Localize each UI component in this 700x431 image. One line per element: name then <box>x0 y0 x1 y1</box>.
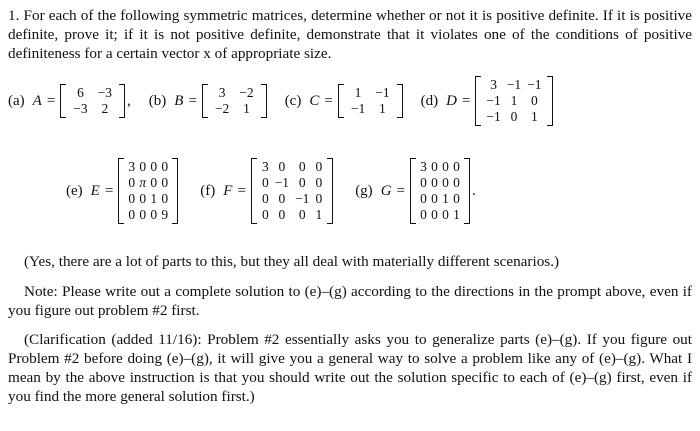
matrix-entries <box>208 84 261 118</box>
matrix-cell: 0 <box>298 175 306 190</box>
matrix-cell: 0 <box>139 159 147 174</box>
punctuation: . <box>472 182 476 199</box>
matrix-cell: 0 <box>150 175 158 190</box>
clarification-paragraph: (Clarification (added 11/16): Problem #2 essentially asks you to generalize parts (e)–(g). If you figure out Problem #2 before doing (e)–(g), it will give you a general way to solve a problem like any of (e)–(g). What I mean by the above instruction is that you should write out the solution specific to each of (e)–(g) first, even if you find the more general solution first.) <box>8 331 692 405</box>
matrix-cell: 0 <box>128 191 136 206</box>
matrix-name: C <box>309 92 320 109</box>
matrix-cell: 0 <box>431 175 438 190</box>
matrix-name: G <box>380 182 392 199</box>
matrix-cell: 0 <box>278 191 286 206</box>
part-label: (c) <box>284 92 302 109</box>
right-bracket <box>119 84 125 118</box>
matrix-cell: 0 <box>161 159 169 174</box>
matrix-cell: 1 <box>530 109 538 124</box>
matrix-cell: 0 <box>298 207 306 222</box>
matrix-cell: 0 <box>261 175 269 190</box>
matrix-cell: 0 <box>442 175 449 190</box>
matrix-cell: 0 <box>278 207 286 222</box>
matrix-cell: 1 <box>510 93 518 108</box>
matrix-cell: 0 <box>315 191 323 206</box>
part-f <box>200 158 333 224</box>
matrix-entries <box>344 84 397 118</box>
matrix-cell: −2 <box>214 101 230 116</box>
matrix-entries <box>416 158 464 224</box>
part-c <box>285 84 403 118</box>
matrix-cell: 3 <box>261 159 269 174</box>
matrix-cell: 0 <box>298 159 306 174</box>
matrix-name: B <box>174 92 184 109</box>
matrix-cell: −1 <box>295 191 310 206</box>
matrix-cell: 0 <box>278 159 286 174</box>
matrix-cell: 3 <box>218 85 226 100</box>
aside-note: (Yes, there are a lot of parts to this, but they all deal with materially different scenarios.) <box>24 253 560 270</box>
equals-sign: = <box>237 182 246 199</box>
part-label: (e) <box>66 182 83 199</box>
matrix-cell: 3 <box>420 159 427 174</box>
matrix-cell: 1 <box>150 191 158 206</box>
matrix-name: E <box>90 182 100 199</box>
matrix-cell: 0 <box>431 159 438 174</box>
matrix-cell: −1 <box>527 77 542 92</box>
matrix-cell: 0 <box>139 191 147 206</box>
matrix-cell: 0 <box>150 207 158 222</box>
matrix-f <box>251 158 333 224</box>
matrix-cell: −3 <box>97 85 113 100</box>
matrix-cell: −2 <box>239 85 254 100</box>
matrix-entries <box>481 76 546 126</box>
problem-intro: 1. For each of the following symmetric matrices, determine whether or not it is positive definite. If it is positive definite, prove it; if it is not positive definite, demonstrate that it violates one of the conditions of positive definiteness for a certain vector x of appropriate size. <box>8 7 692 62</box>
matrix-cell: 0 <box>150 159 158 174</box>
matrix-c <box>338 84 403 118</box>
part-a <box>8 84 131 118</box>
matrix-cell: 0 <box>139 207 147 222</box>
matrix-cell: 0 <box>161 175 169 190</box>
matrix-cell: 0 <box>315 159 323 174</box>
matrix-cell: 0 <box>530 93 538 108</box>
matrix-cell: 9 <box>161 207 169 222</box>
matrix-cell: 0 <box>261 191 269 206</box>
matrix-name: D <box>446 92 457 109</box>
matrix-a <box>60 84 125 118</box>
matrix-cell: π <box>139 175 147 190</box>
matrix-cell: 0 <box>431 207 438 222</box>
matrix-cell: 0 <box>420 175 427 190</box>
right-bracket <box>327 158 333 224</box>
matrices-row-2 <box>8 150 692 232</box>
right-bracket <box>172 158 178 224</box>
right-bracket <box>261 84 267 118</box>
equals-sign: = <box>461 92 471 109</box>
matrix-cell: 0 <box>442 159 449 174</box>
matrix-cell: 0 <box>128 207 136 222</box>
right-bracket <box>464 158 470 224</box>
matrix-cell: −3 <box>73 101 88 116</box>
matrix-cell: 1 <box>453 207 460 222</box>
matrix-cell: −1 <box>375 85 390 100</box>
matrix-cell: 3 <box>490 77 497 92</box>
matrix-cell: 0 <box>453 175 460 190</box>
part-label: (a) <box>8 92 25 109</box>
matrix-cell: 1 <box>354 85 362 100</box>
part-g <box>355 158 476 224</box>
matrix-cell: 0 <box>510 109 518 124</box>
matrix-cell: 6 <box>77 85 84 100</box>
matrix-cell: 1 <box>243 101 250 116</box>
matrix-g <box>410 158 470 224</box>
matrix-entries <box>257 158 327 224</box>
matrix-name: A <box>32 92 42 109</box>
part-label: (d) <box>420 92 439 109</box>
matrix-cell: −1 <box>486 109 501 124</box>
matrix-cell: 0 <box>431 191 438 206</box>
matrix-cell: 0 <box>442 207 449 222</box>
matrix-e <box>118 158 178 224</box>
matrix-cell: 1 <box>442 191 449 206</box>
matrix-cell: 2 <box>101 101 109 116</box>
matrix-cell: 0 <box>315 175 323 190</box>
matrix-cell: −1 <box>274 175 290 190</box>
part-label: (g) <box>355 182 373 199</box>
matrix-cell: 0 <box>128 175 136 190</box>
matrix-cell: 1 <box>315 207 323 222</box>
equals-sign: = <box>324 92 333 109</box>
matrix-cell: 0 <box>161 191 169 206</box>
part-label: (b) <box>148 92 167 109</box>
matrix-b <box>202 84 267 118</box>
matrix-cell: 3 <box>128 159 136 174</box>
equals-sign: = <box>46 92 56 109</box>
equals-sign: = <box>188 92 197 109</box>
matrix-cell: −1 <box>350 101 366 116</box>
part-d <box>421 76 553 126</box>
punctuation: , <box>127 92 131 109</box>
matrix-cell: 0 <box>453 159 460 174</box>
part-label: (f) <box>200 182 216 199</box>
right-bracket <box>547 76 553 126</box>
matrix-name: F <box>223 182 233 199</box>
matrix-cell: −1 <box>486 93 501 108</box>
part-e <box>66 158 178 224</box>
matrix-cell: −1 <box>506 77 522 92</box>
part-b <box>149 84 267 118</box>
matrix-cell: 0 <box>420 207 427 222</box>
matrix-cell: 0 <box>453 191 460 206</box>
note-paragraph: Note: Please write out a complete solution to (e)–(g) according to the directions in the prompt above, even if you figure out problem #2 first. <box>8 283 692 319</box>
matrices-row-1 <box>8 69 692 133</box>
matrix-d <box>475 76 552 126</box>
matrix-cell: 0 <box>261 207 269 222</box>
matrix-cell: 0 <box>420 191 427 206</box>
matrix-entries <box>66 84 119 118</box>
equals-sign: = <box>396 182 405 199</box>
equals-sign: = <box>104 182 114 199</box>
matrix-cell: 1 <box>379 101 386 116</box>
matrix-entries <box>124 158 172 224</box>
right-bracket <box>397 84 403 118</box>
